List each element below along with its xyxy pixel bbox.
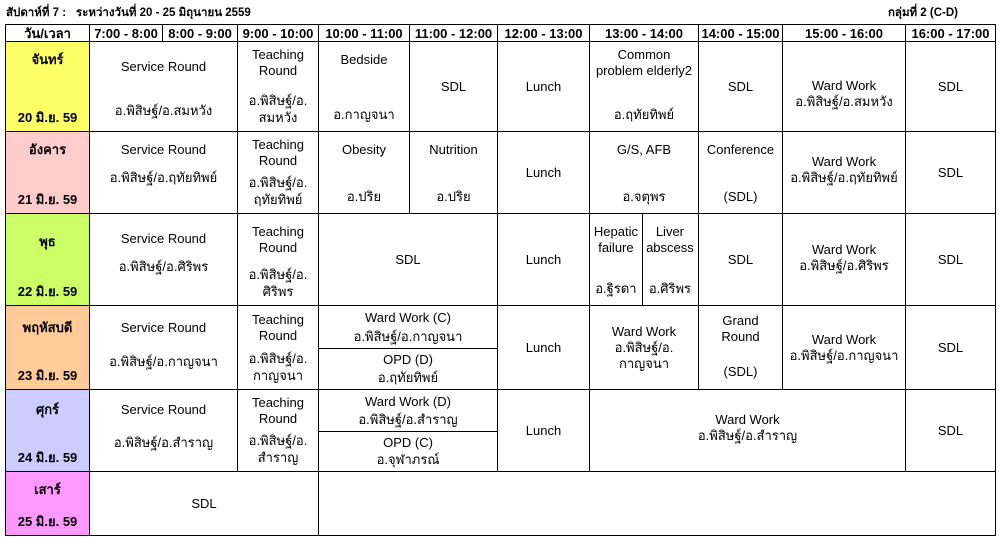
cell-sdl [319, 214, 498, 306]
activity-title: SDL [937, 78, 964, 94]
activity-staff: อ.พิสิษฐ์/อ.ฤทัยทิพย์ [109, 170, 218, 185]
cell-sdl [906, 132, 996, 214]
activity-staff: อ.พิสิษฐ์/อ.สำราญ [697, 428, 798, 443]
cell-ward-work [590, 306, 699, 390]
col-header: 10:00 - 11:00 [319, 25, 410, 42]
activity-title: SDL [937, 251, 964, 267]
activity-staff-line2: สำราญ [257, 450, 299, 465]
day-cell-saturday [6, 472, 90, 536]
activity-staff: อ.พิสิษฐ์/อ. [248, 267, 308, 282]
cell-sdl [699, 42, 783, 132]
cell-common-problem [590, 42, 699, 132]
activity-title: Service Round [120, 402, 207, 417]
activity-staff: อ.พิสิษฐ์/อ.ศิริพร [118, 259, 209, 274]
cell-ward-work [783, 306, 906, 390]
cell-teaching-round [238, 42, 319, 132]
activity-title: Lunch [525, 422, 562, 438]
cell-lunch [498, 132, 590, 214]
day-name: เสาร์ [34, 482, 61, 497]
activity-staff-line2: กาญจนา [252, 368, 304, 383]
sub-cell-ward-work-c [319, 306, 497, 349]
activity-staff: (SDL) [723, 364, 758, 379]
activity-title: Ward Work (D) [365, 394, 451, 409]
cell-hepatic-liver [590, 214, 699, 306]
cell-teaching-round [238, 132, 319, 214]
day-name: พุธ [39, 234, 56, 249]
activity-title: Teaching [251, 395, 305, 410]
activity-title: Lunch [525, 251, 562, 267]
activity-title-line2: Round [258, 328, 298, 343]
cell-obesity [319, 132, 410, 214]
activity-title-line2: problem elderly2 [595, 63, 693, 78]
activity-staff: อ.กาญจนา [333, 107, 395, 122]
day-date: 24 มิ.ย. 59 [17, 450, 78, 465]
day-cell-thursday [6, 306, 90, 390]
date-range: ระหว่างวันที่ 20 - 25 มิถุนายน 2559 [76, 7, 251, 19]
activity-title: Nutrition [429, 142, 478, 157]
activity-title: Ward Work [811, 332, 877, 347]
activity-staff-line2: กาญจนา [618, 356, 670, 371]
day-cell-friday [6, 390, 90, 472]
activity-title: Lunch [525, 339, 562, 355]
sub-cell-opd-c [319, 431, 497, 472]
activity-staff: อ.ฐิรดา [595, 281, 637, 296]
day-name: พฤหัสบดี [22, 320, 73, 335]
activity-staff: อ.พิสิษฐ์/อ.สำราญ [358, 411, 458, 427]
cell-ward-opd [319, 306, 498, 390]
cell-sdl [410, 42, 498, 132]
cell-empty [319, 472, 996, 536]
col-header: 13:00 - 14:00 [590, 25, 699, 42]
activity-title-line2: abscess [646, 240, 694, 255]
day-date: 25 มิ.ย. 59 [17, 514, 78, 529]
col-header: 15:00 - 16:00 [783, 25, 906, 42]
activity-title: Grand [722, 313, 759, 328]
activity-title: SDL [937, 164, 964, 180]
activity-staff: อ.พิสิษฐ์/อ.กาญจนา [789, 348, 899, 363]
activity-staff: อ.จุฬาภรณ์ [376, 452, 440, 467]
row-monday [6, 42, 996, 132]
activity-title: Service Round [120, 320, 207, 335]
col-header: 8:00 - 9:00 [163, 25, 238, 42]
activity-title: SDL [727, 251, 754, 267]
cell-teaching-round [238, 306, 319, 390]
cell-gs-afb [590, 132, 699, 214]
activity-staff: อ.พิสิษฐ์/อ. [248, 433, 308, 448]
week-label: สัปดาห์ที่ 7 : [6, 7, 67, 19]
cell-sdl [699, 214, 783, 306]
activity-title: Teaching [251, 137, 305, 152]
activity-title: Liver [655, 224, 685, 239]
activity-staff: อ.ปริย [346, 189, 382, 204]
cell-conference [699, 132, 783, 214]
day-name: จันทร์ [31, 52, 64, 67]
activity-title: Ward Work [715, 412, 780, 427]
cell-lunch [498, 390, 590, 472]
row-wednesday [6, 214, 996, 306]
day-date: 23 มิ.ย. 59 [17, 368, 78, 383]
activity-title: Ward Work (C) [365, 310, 451, 325]
activity-title: Hepatic [593, 224, 638, 239]
activity-staff: อ.พิสิษฐ์/อ.สมหวัง [114, 103, 213, 118]
col-header: 16:00 - 17:00 [906, 25, 996, 42]
cell-service-round [90, 390, 238, 472]
cell-sdl [906, 42, 996, 132]
cell-sdl [906, 306, 996, 390]
cell-lunch [498, 42, 590, 132]
cell-ward-work [590, 390, 906, 472]
col-header: 7:00 - 8:00 [90, 25, 163, 42]
activity-title: OPD (D) [383, 351, 433, 367]
activity-staff: อ.พิสิษฐ์/อ. [248, 351, 308, 366]
day-date: 20 มิ.ย. 59 [17, 110, 78, 125]
day-name: อังคาร [28, 142, 67, 157]
group-label: กลุ่มที่ 2 (C-D) [887, 7, 958, 19]
activity-staff: อ.จตุพร [622, 189, 666, 204]
activity-title: Lunch [525, 78, 562, 94]
activity-title: SDL [191, 495, 217, 511]
activity-title: SDL [937, 422, 964, 438]
activity-title-line2: Round [258, 411, 298, 426]
activity-title: Obesity [341, 142, 387, 157]
cell-service-round [90, 214, 238, 306]
cell-lunch [498, 306, 590, 390]
cell-lunch [498, 214, 590, 306]
sub-cell-hepatic-failure [590, 214, 643, 305]
activity-title: G/S, AFB [616, 142, 672, 157]
cell-sdl [90, 472, 319, 536]
cell-ward-work [783, 132, 906, 214]
col-header: 9:00 - 10:00 [238, 25, 319, 42]
row-tuesday [6, 132, 996, 214]
activity-staff: อ.ศิริพร [648, 281, 692, 296]
sub-cell-liver-abscess [642, 214, 698, 305]
activity-title: OPD (C) [383, 434, 433, 450]
activity-title: Common [617, 47, 671, 62]
row-friday [6, 390, 996, 472]
cell-teaching-round [238, 390, 319, 472]
schedule-table [5, 24, 996, 536]
activity-staff: อ.ฤทัยทิพย์ [377, 370, 439, 385]
cell-sdl [906, 214, 996, 306]
activity-staff: อ.ปริย [436, 189, 471, 204]
col-header: วัน/เวลา [6, 25, 90, 42]
row-saturday [6, 472, 996, 536]
schedule-header-left [6, 4, 251, 22]
activity-staff: อ.ฤทัยทิพย์ [613, 107, 675, 122]
day-cell-tuesday [6, 132, 90, 214]
activity-staff: อ.พิสิษฐ์/อ. [614, 340, 674, 355]
activity-staff: อ.พิสิษฐ์/อ.กาญจนา [353, 328, 463, 344]
day-cell-wednesday [6, 214, 90, 306]
activity-staff-line2: ฤทัยทิพย์ [253, 192, 303, 207]
day-name: ศุกร์ [35, 402, 60, 417]
activity-title: Teaching [251, 47, 305, 62]
activity-staff: อ.พิสิษฐ์/อ. [248, 93, 308, 108]
cell-bedside [319, 42, 410, 132]
activity-title-line2: Round [258, 153, 298, 168]
activity-title: SDL [727, 78, 754, 94]
cell-ward-opd [319, 390, 498, 472]
cell-sdl [906, 390, 996, 472]
activity-title-line2: failure [598, 240, 634, 255]
day-date: 22 มิ.ย. 59 [17, 284, 78, 299]
activity-staff: อ.พิสิษฐ์/อ. [248, 175, 308, 190]
col-header: 11:00 - 12:00 [410, 25, 498, 42]
activity-staff: อ.พิสิษฐ์/อ.สำราญ [113, 435, 214, 450]
activity-title-line2: Round [258, 63, 298, 78]
activity-title: SDL [440, 78, 467, 94]
activity-title: Ward Work [611, 324, 677, 339]
activity-title-line2: Round [721, 329, 760, 344]
cell-service-round [90, 42, 238, 132]
activity-title: Service Round [120, 142, 207, 157]
col-header: 14:00 - 15:00 [699, 25, 783, 42]
activity-title: Conference [706, 142, 775, 157]
activity-staff-line2: ศิริพร [262, 284, 294, 299]
activity-title: Ward Work [811, 154, 877, 169]
row-thursday [6, 306, 996, 390]
activity-title: SDL [395, 251, 421, 267]
activity-staff: อ.พิสิษฐ์/อ.กาญจนา [109, 354, 218, 369]
activity-staff: (SDL) [723, 189, 758, 204]
activity-title: Ward Work [811, 78, 877, 93]
day-cell-monday [6, 42, 90, 132]
activity-staff: อ.พิสิษฐ์/อ.สมหวัง [795, 94, 893, 109]
activity-title-line2: Round [258, 240, 298, 255]
activity-title: Service Round [120, 59, 207, 74]
sub-cell-ward-work-d [319, 390, 497, 432]
sub-cell-opd-d [319, 348, 497, 390]
cell-service-round [90, 306, 238, 390]
activity-staff: อ.พิสิษฐ์/อ.ฤทัยทิพย์ [790, 170, 898, 185]
day-date: 21 มิ.ย. 59 [17, 192, 78, 207]
cell-service-round [90, 132, 238, 214]
activity-title: Lunch [525, 164, 562, 180]
header-row [6, 25, 996, 42]
cell-grand-round [699, 306, 783, 390]
cell-ward-work [783, 42, 906, 132]
col-header: 12:00 - 13:00 [498, 25, 590, 42]
activity-staff-line2: สมหวัง [258, 110, 298, 125]
activity-title: Ward Work [811, 242, 877, 257]
cell-nutrition [410, 132, 498, 214]
cell-ward-work [783, 214, 906, 306]
activity-title: Teaching [251, 312, 305, 327]
activity-title: Bedside [340, 52, 388, 67]
activity-staff: อ.พิสิษฐ์/อ.ศิริพร [799, 258, 889, 273]
activity-title: Service Round [120, 231, 207, 246]
cell-teaching-round [238, 214, 319, 306]
activity-title: Teaching [251, 224, 305, 239]
activity-title: SDL [937, 339, 964, 355]
